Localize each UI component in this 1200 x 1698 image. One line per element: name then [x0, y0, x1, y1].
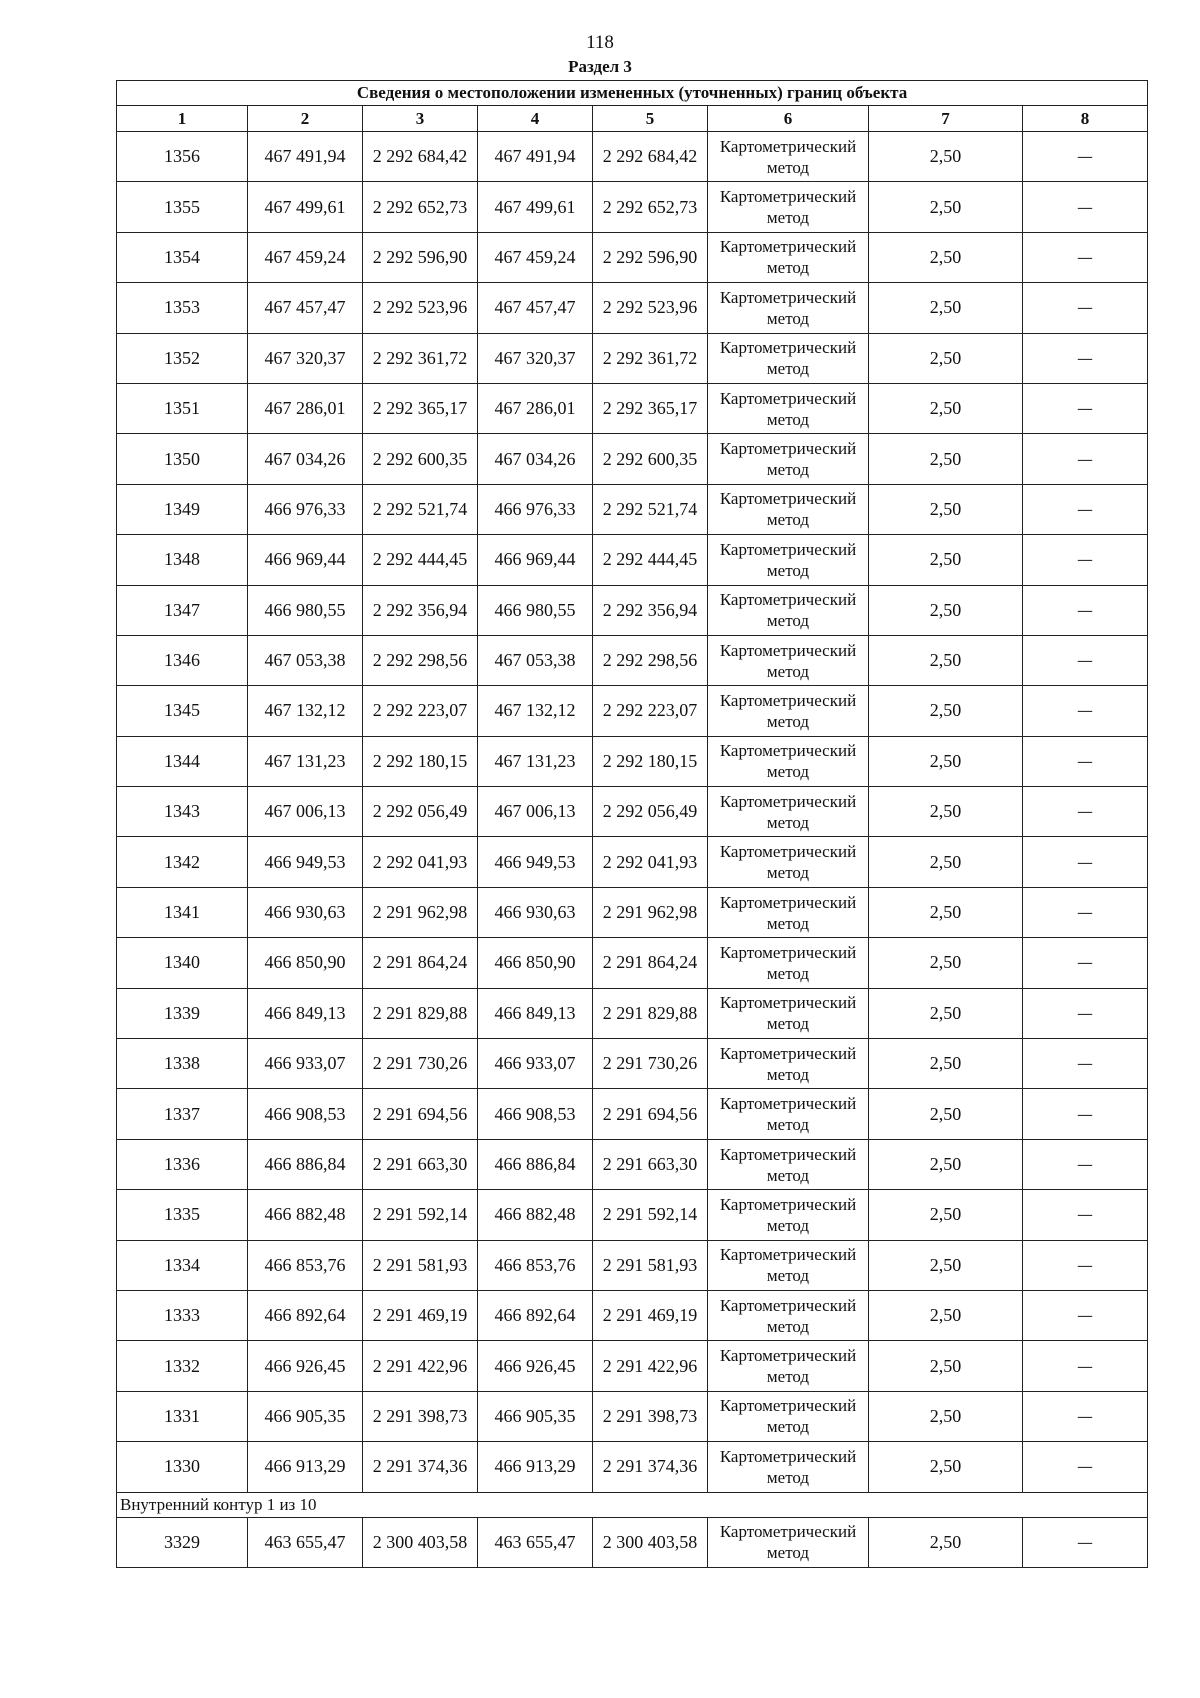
refined-y-cell: 2 292 056,49 [593, 787, 708, 837]
refined-x-cell: 467 457,47 [478, 283, 593, 333]
method-cell: Картометрический метод [708, 1341, 869, 1391]
refined-y-cell: 2 291 694,56 [593, 1089, 708, 1139]
existing-y-cell: 2 292 444,45 [363, 535, 478, 585]
point-number-cell: 1340 [117, 938, 248, 988]
method-cell: Картометрический метод [708, 938, 869, 988]
refined-y-cell: 2 291 730,26 [593, 1039, 708, 1089]
accuracy-cell: 2,50 [869, 988, 1023, 1038]
accuracy-cell: 2,50 [869, 736, 1023, 786]
point-number-cell: 1342 [117, 837, 248, 887]
table-row [117, 1190, 1148, 1240]
note-cell: — [1023, 132, 1148, 182]
table-row [117, 887, 1148, 937]
existing-y-cell: 2 291 694,56 [363, 1089, 478, 1139]
refined-x-cell: 467 006,13 [478, 787, 593, 837]
note-cell: — [1023, 383, 1148, 433]
method-cell: Картометрический метод [708, 1240, 869, 1290]
refined-x-cell: 466 976,33 [478, 484, 593, 534]
refined-x-cell: 466 980,55 [478, 585, 593, 635]
method-cell: Картометрический метод [708, 1039, 869, 1089]
existing-y-cell: 2 292 361,72 [363, 333, 478, 383]
table-row [117, 1039, 1148, 1089]
point-number-cell: 1335 [117, 1190, 248, 1240]
existing-x-cell: 466 976,33 [248, 484, 363, 534]
table-row [117, 383, 1148, 433]
existing-y-cell: 2 291 730,26 [363, 1039, 478, 1089]
refined-y-cell: 2 292 600,35 [593, 434, 708, 484]
refined-x-cell: 463 655,47 [478, 1517, 593, 1567]
refined-x-cell: 467 034,26 [478, 434, 593, 484]
accuracy-cell: 2,50 [869, 1240, 1023, 1290]
accuracy-cell: 2,50 [869, 887, 1023, 937]
table-row [117, 283, 1148, 333]
refined-y-cell: 2 292 444,45 [593, 535, 708, 585]
existing-x-cell: 467 459,24 [248, 232, 363, 282]
note-cell: — [1023, 232, 1148, 282]
point-number-cell: 1341 [117, 887, 248, 937]
point-number-cell: 1354 [117, 232, 248, 282]
note-cell: — [1023, 1039, 1148, 1089]
table-row [117, 232, 1148, 282]
accuracy-cell: 2,50 [869, 1290, 1023, 1340]
method-cell: Картометрический метод [708, 535, 869, 585]
refined-x-cell: 466 949,53 [478, 837, 593, 887]
accuracy-cell: 2,50 [869, 333, 1023, 383]
refined-y-cell: 2 292 365,17 [593, 383, 708, 433]
column-header: 4 [478, 106, 593, 132]
note-cell: — [1023, 787, 1148, 837]
existing-y-cell: 2 291 398,73 [363, 1391, 478, 1441]
note-cell: — [1023, 1442, 1148, 1492]
point-number-cell: 1356 [117, 132, 248, 182]
table-row [117, 1517, 1148, 1567]
existing-x-cell: 467 320,37 [248, 333, 363, 383]
existing-x-cell: 466 908,53 [248, 1089, 363, 1139]
existing-y-cell: 2 292 041,93 [363, 837, 478, 887]
table-row [117, 686, 1148, 736]
note-cell: — [1023, 1391, 1148, 1441]
method-cell: Картометрический метод [708, 887, 869, 937]
refined-y-cell: 2 291 592,14 [593, 1190, 708, 1240]
accuracy-cell: 2,50 [869, 635, 1023, 685]
existing-x-cell: 466 980,55 [248, 585, 363, 635]
contour-label-row [117, 1492, 1148, 1517]
existing-y-cell: 2 291 374,36 [363, 1442, 478, 1492]
accuracy-cell: 2,50 [869, 132, 1023, 182]
point-number-cell: 1334 [117, 1240, 248, 1290]
refined-x-cell: 466 926,45 [478, 1341, 593, 1391]
point-number-cell: 1344 [117, 736, 248, 786]
note-cell: — [1023, 938, 1148, 988]
column-header: 7 [869, 106, 1023, 132]
existing-x-cell: 466 849,13 [248, 988, 363, 1038]
point-number-cell: 1336 [117, 1139, 248, 1189]
note-cell: — [1023, 1240, 1148, 1290]
refined-x-cell: 466 969,44 [478, 535, 593, 585]
note-cell: — [1023, 1139, 1148, 1189]
table-row [117, 1089, 1148, 1139]
method-cell: Картометрический метод [708, 635, 869, 685]
accuracy-cell: 2,50 [869, 938, 1023, 988]
method-cell: Картометрический метод [708, 283, 869, 333]
existing-x-cell: 467 491,94 [248, 132, 363, 182]
existing-x-cell: 466 886,84 [248, 1139, 363, 1189]
refined-y-cell: 2 291 398,73 [593, 1391, 708, 1441]
table-row [117, 585, 1148, 635]
existing-y-cell: 2 292 652,73 [363, 182, 478, 232]
note-cell: — [1023, 1341, 1148, 1391]
note-cell: — [1023, 484, 1148, 534]
refined-y-cell: 2 292 596,90 [593, 232, 708, 282]
refined-x-cell: 466 913,29 [478, 1442, 593, 1492]
existing-y-cell: 2 292 684,42 [363, 132, 478, 182]
method-cell: Картометрический метод [708, 988, 869, 1038]
accuracy-cell: 2,50 [869, 1341, 1023, 1391]
accuracy-cell: 2,50 [869, 1391, 1023, 1441]
method-cell: Картометрический метод [708, 1391, 869, 1441]
point-number-cell: 1345 [117, 686, 248, 736]
refined-y-cell: 2 292 180,15 [593, 736, 708, 786]
existing-x-cell: 467 457,47 [248, 283, 363, 333]
point-number-cell: 1330 [117, 1442, 248, 1492]
table-row [117, 837, 1148, 887]
table-row [117, 182, 1148, 232]
existing-y-cell: 2 292 600,35 [363, 434, 478, 484]
note-cell: — [1023, 434, 1148, 484]
refined-y-cell: 2 291 663,30 [593, 1139, 708, 1189]
accuracy-cell: 2,50 [869, 1139, 1023, 1189]
existing-y-cell: 2 292 298,56 [363, 635, 478, 685]
existing-x-cell: 466 969,44 [248, 535, 363, 585]
existing-x-cell: 467 286,01 [248, 383, 363, 433]
table-row [117, 736, 1148, 786]
existing-x-cell: 467 131,23 [248, 736, 363, 786]
refined-y-cell: 2 292 523,96 [593, 283, 708, 333]
table-row [117, 484, 1148, 534]
refined-x-cell: 466 886,84 [478, 1139, 593, 1189]
existing-x-cell: 466 850,90 [248, 938, 363, 988]
note-cell: — [1023, 686, 1148, 736]
note-cell: — [1023, 1517, 1148, 1567]
table-body [117, 81, 1148, 1568]
existing-x-cell: 467 034,26 [248, 434, 363, 484]
existing-y-cell: 2 300 403,58 [363, 1517, 478, 1567]
existing-y-cell: 2 292 365,17 [363, 383, 478, 433]
method-cell: Картометрический метод [708, 182, 869, 232]
column-header-row [117, 106, 1148, 132]
method-cell: Картометрический метод [708, 1517, 869, 1567]
point-number-cell: 1338 [117, 1039, 248, 1089]
existing-x-cell: 467 053,38 [248, 635, 363, 685]
method-cell: Картометрический метод [708, 787, 869, 837]
note-cell: — [1023, 182, 1148, 232]
point-number-cell: 1355 [117, 182, 248, 232]
method-cell: Картометрический метод [708, 132, 869, 182]
refined-x-cell: 467 286,01 [478, 383, 593, 433]
existing-y-cell: 2 291 829,88 [363, 988, 478, 1038]
point-number-cell: 1351 [117, 383, 248, 433]
note-cell: — [1023, 887, 1148, 937]
method-cell: Картометрический метод [708, 434, 869, 484]
existing-y-cell: 2 291 663,30 [363, 1139, 478, 1189]
refined-y-cell: 2 291 962,98 [593, 887, 708, 937]
table-row [117, 988, 1148, 1038]
table-row [117, 1290, 1148, 1340]
accuracy-cell: 2,50 [869, 1039, 1023, 1089]
method-cell: Картометрический метод [708, 484, 869, 534]
existing-y-cell: 2 291 592,14 [363, 1190, 478, 1240]
existing-x-cell: 466 892,64 [248, 1290, 363, 1340]
refined-x-cell: 467 131,23 [478, 736, 593, 786]
column-header: 5 [593, 106, 708, 132]
existing-y-cell: 2 292 596,90 [363, 232, 478, 282]
contour-label: Внутренний контур 1 из 10 [117, 1492, 1148, 1517]
existing-x-cell: 467 499,61 [248, 182, 363, 232]
method-cell: Картометрический метод [708, 333, 869, 383]
refined-y-cell: 2 292 652,73 [593, 182, 708, 232]
accuracy-cell: 2,50 [869, 1089, 1023, 1139]
refined-y-cell: 2 291 829,88 [593, 988, 708, 1038]
refined-x-cell: 466 908,53 [478, 1089, 593, 1139]
refined-y-cell: 2 292 361,72 [593, 333, 708, 383]
existing-x-cell: 466 853,76 [248, 1240, 363, 1290]
accuracy-cell: 2,50 [869, 1442, 1023, 1492]
refined-x-cell: 466 850,90 [478, 938, 593, 988]
section-title: Раздел 3 [568, 57, 632, 76]
refined-x-cell: 466 892,64 [478, 1290, 593, 1340]
point-number-cell: 1339 [117, 988, 248, 1038]
accuracy-cell: 2,50 [869, 686, 1023, 736]
existing-y-cell: 2 291 962,98 [363, 887, 478, 937]
accuracy-cell: 2,50 [869, 434, 1023, 484]
method-cell: Картометрический метод [708, 837, 869, 887]
refined-y-cell: 2 291 422,96 [593, 1341, 708, 1391]
page-number: 118 [586, 32, 614, 53]
refined-y-cell: 2 292 684,42 [593, 132, 708, 182]
column-header: 8 [1023, 106, 1148, 132]
existing-y-cell: 2 292 056,49 [363, 787, 478, 837]
point-number-cell: 1337 [117, 1089, 248, 1139]
table-row [117, 635, 1148, 685]
note-cell: — [1023, 283, 1148, 333]
point-number-cell: 1352 [117, 333, 248, 383]
point-number-cell: 1349 [117, 484, 248, 534]
accuracy-cell: 2,50 [869, 585, 1023, 635]
table-row [117, 1139, 1148, 1189]
existing-x-cell: 466 926,45 [248, 1341, 363, 1391]
existing-y-cell: 2 292 223,07 [363, 686, 478, 736]
existing-y-cell: 2 292 523,96 [363, 283, 478, 333]
accuracy-cell: 2,50 [869, 787, 1023, 837]
accuracy-cell: 2,50 [869, 1517, 1023, 1567]
point-number-cell: 1353 [117, 283, 248, 333]
existing-x-cell: 463 655,47 [248, 1517, 363, 1567]
table-row [117, 535, 1148, 585]
refined-y-cell: 2 292 298,56 [593, 635, 708, 685]
table-caption-row [117, 81, 1148, 106]
refined-y-cell: 2 291 374,36 [593, 1442, 708, 1492]
column-header: 1 [117, 106, 248, 132]
accuracy-cell: 2,50 [869, 182, 1023, 232]
note-cell: — [1023, 1089, 1148, 1139]
refined-x-cell: 466 905,35 [478, 1391, 593, 1441]
method-cell: Картометрический метод [708, 1089, 869, 1139]
column-header: 3 [363, 106, 478, 132]
table-row [117, 132, 1148, 182]
accuracy-cell: 2,50 [869, 232, 1023, 282]
table-row [117, 1442, 1148, 1492]
method-cell: Картометрический метод [708, 736, 869, 786]
point-number-cell: 1346 [117, 635, 248, 685]
existing-x-cell: 466 882,48 [248, 1190, 363, 1240]
point-number-cell: 1350 [117, 434, 248, 484]
refined-x-cell: 467 459,24 [478, 232, 593, 282]
refined-y-cell: 2 292 521,74 [593, 484, 708, 534]
refined-y-cell: 2 291 864,24 [593, 938, 708, 988]
existing-y-cell: 2 291 422,96 [363, 1341, 478, 1391]
point-number-cell: 1332 [117, 1341, 248, 1391]
existing-x-cell: 467 006,13 [248, 787, 363, 837]
refined-x-cell: 466 930,63 [478, 887, 593, 937]
accuracy-cell: 2,50 [869, 484, 1023, 534]
note-cell: — [1023, 1290, 1148, 1340]
refined-y-cell: 2 292 223,07 [593, 686, 708, 736]
existing-x-cell: 467 132,12 [248, 686, 363, 736]
accuracy-cell: 2,50 [869, 535, 1023, 585]
column-header: 2 [248, 106, 363, 132]
accuracy-cell: 2,50 [869, 283, 1023, 333]
method-cell: Картометрический метод [708, 1290, 869, 1340]
method-cell: Картометрический метод [708, 686, 869, 736]
existing-x-cell: 466 930,63 [248, 887, 363, 937]
existing-x-cell: 466 933,07 [248, 1039, 363, 1089]
accuracy-cell: 2,50 [869, 837, 1023, 887]
refined-x-cell: 467 320,37 [478, 333, 593, 383]
existing-y-cell: 2 291 864,24 [363, 938, 478, 988]
point-number-cell: 1347 [117, 585, 248, 635]
note-cell: — [1023, 535, 1148, 585]
table-row [117, 787, 1148, 837]
existing-x-cell: 466 905,35 [248, 1391, 363, 1441]
method-cell: Картометрический метод [708, 585, 869, 635]
coordinates-table [116, 80, 1148, 1568]
table-caption: Сведения о местоположении измененных (уточненных) границ объекта [117, 81, 1148, 106]
refined-x-cell: 467 053,38 [478, 635, 593, 685]
refined-y-cell: 2 291 469,19 [593, 1290, 708, 1340]
point-number-cell: 1333 [117, 1290, 248, 1340]
method-cell: Картометрический метод [708, 1190, 869, 1240]
point-number-cell: 1343 [117, 787, 248, 837]
table-row [117, 938, 1148, 988]
accuracy-cell: 2,50 [869, 1190, 1023, 1240]
point-number-cell: 1348 [117, 535, 248, 585]
table-row [117, 1240, 1148, 1290]
refined-y-cell: 2 292 041,93 [593, 837, 708, 887]
refined-x-cell: 466 933,07 [478, 1039, 593, 1089]
point-number-cell: 1331 [117, 1391, 248, 1441]
method-cell: Картометрический метод [708, 383, 869, 433]
accuracy-cell: 2,50 [869, 383, 1023, 433]
refined-x-cell: 466 853,76 [478, 1240, 593, 1290]
refined-x-cell: 467 491,94 [478, 132, 593, 182]
column-header: 6 [708, 106, 869, 132]
table-row [117, 1391, 1148, 1441]
existing-y-cell: 2 291 469,19 [363, 1290, 478, 1340]
point-number-cell: 3329 [117, 1517, 248, 1567]
existing-x-cell: 466 913,29 [248, 1442, 363, 1492]
method-cell: Картометрический метод [708, 1442, 869, 1492]
refined-x-cell: 467 499,61 [478, 182, 593, 232]
existing-y-cell: 2 292 356,94 [363, 585, 478, 635]
note-cell: — [1023, 635, 1148, 685]
method-cell: Картометрический метод [708, 232, 869, 282]
note-cell: — [1023, 1190, 1148, 1240]
existing-y-cell: 2 292 180,15 [363, 736, 478, 786]
refined-y-cell: 2 292 356,94 [593, 585, 708, 635]
existing-y-cell: 2 292 521,74 [363, 484, 478, 534]
method-cell: Картометрический метод [708, 1139, 869, 1189]
note-cell: — [1023, 988, 1148, 1038]
existing-y-cell: 2 291 581,93 [363, 1240, 478, 1290]
note-cell: — [1023, 736, 1148, 786]
table-row [117, 333, 1148, 383]
note-cell: — [1023, 837, 1148, 887]
refined-x-cell: 467 132,12 [478, 686, 593, 736]
refined-y-cell: 2 291 581,93 [593, 1240, 708, 1290]
refined-x-cell: 466 849,13 [478, 988, 593, 1038]
note-cell: — [1023, 585, 1148, 635]
note-cell: — [1023, 333, 1148, 383]
refined-y-cell: 2 300 403,58 [593, 1517, 708, 1567]
table-row [117, 1341, 1148, 1391]
table-row [117, 434, 1148, 484]
existing-x-cell: 466 949,53 [248, 837, 363, 887]
refined-x-cell: 466 882,48 [478, 1190, 593, 1240]
